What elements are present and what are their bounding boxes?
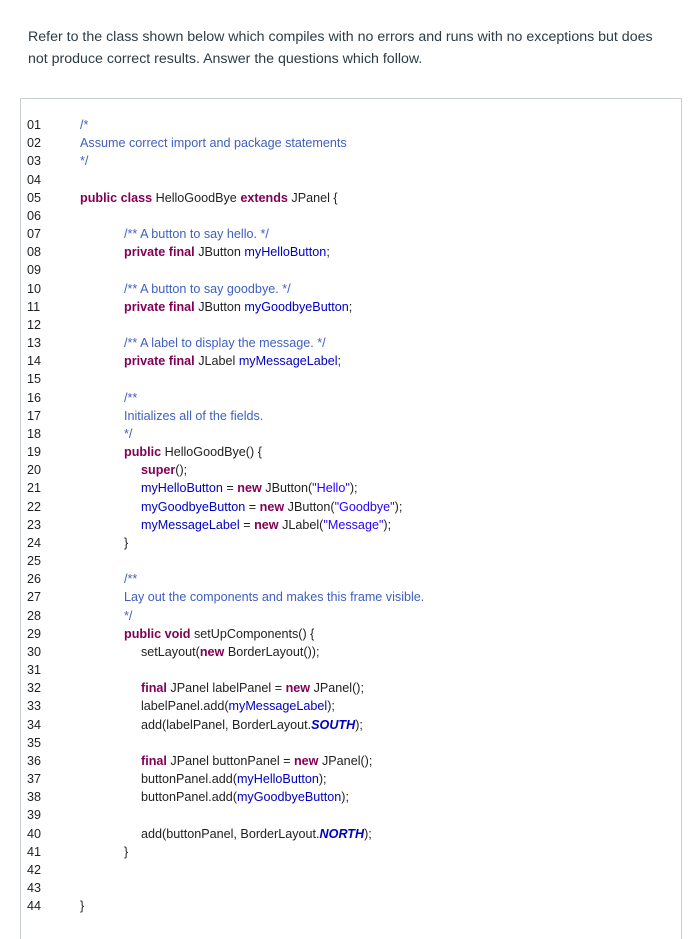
code-line xyxy=(21,479,681,497)
line-number: 37 xyxy=(27,772,42,787)
code-token: } xyxy=(124,535,129,550)
code-line xyxy=(21,661,681,679)
line-number: 26 xyxy=(27,572,42,587)
code-text xyxy=(124,280,291,298)
line-number: 10 xyxy=(27,281,42,296)
line-number: 07 xyxy=(27,227,42,242)
line-number: 38 xyxy=(27,790,42,805)
code-line xyxy=(21,643,681,661)
line-number: 22 xyxy=(27,499,42,514)
code-line xyxy=(21,879,681,897)
code-token: myMessageLabel xyxy=(238,354,338,369)
code-line xyxy=(21,516,681,534)
code-text xyxy=(80,116,88,134)
code-token: private final xyxy=(124,245,199,260)
code-text xyxy=(124,443,262,461)
code-text xyxy=(141,752,372,770)
code-line xyxy=(21,861,681,879)
line-number: 06 xyxy=(27,208,42,223)
code-token: myGoodbyeButton xyxy=(236,790,342,805)
code-token: new xyxy=(293,753,322,768)
code-token: JPanel(); xyxy=(321,753,373,768)
code-text xyxy=(141,716,363,734)
code-text xyxy=(124,389,137,407)
code-text xyxy=(124,352,341,370)
code-token: final xyxy=(141,681,171,696)
code-token: ); xyxy=(364,826,372,841)
line-number: 44 xyxy=(27,899,42,914)
code-line xyxy=(21,425,681,443)
code-token: "Message" xyxy=(323,517,384,532)
code-line xyxy=(21,225,681,243)
code-token: } xyxy=(80,899,85,914)
line-number: 21 xyxy=(27,481,42,496)
line-number: 03 xyxy=(27,154,42,169)
code-line xyxy=(21,570,681,588)
code-line xyxy=(21,843,681,861)
code-text xyxy=(141,770,327,788)
code-text xyxy=(124,534,128,552)
line-number: 15 xyxy=(27,372,42,387)
code-text xyxy=(124,225,269,243)
code-line xyxy=(21,588,681,606)
line-number: 34 xyxy=(27,717,42,732)
code-text xyxy=(141,461,187,479)
code-line xyxy=(21,534,681,552)
code-text xyxy=(80,897,84,915)
code-token: "Goodbye" xyxy=(334,499,395,514)
line-number: 23 xyxy=(27,517,42,532)
code-text xyxy=(124,334,326,352)
code-text xyxy=(124,843,128,861)
code-token: = xyxy=(245,499,260,514)
code-token: ); xyxy=(327,699,335,714)
code-token: myHelloButton xyxy=(244,245,327,260)
code-token: add(buttonPanel, BorderLayout. xyxy=(141,826,320,841)
code-token: NORTH xyxy=(319,826,365,841)
code-line xyxy=(21,443,681,461)
code-token: = xyxy=(239,517,255,532)
code-token: myGoodbyeButton xyxy=(244,299,349,314)
code-token: ); xyxy=(341,790,349,805)
line-number: 02 xyxy=(27,136,42,151)
line-number: 39 xyxy=(27,808,42,823)
code-text xyxy=(141,697,335,715)
line-number: 25 xyxy=(27,554,42,569)
code-token: JPanel { xyxy=(291,190,338,205)
code-token: ; xyxy=(348,299,353,314)
code-token: ); xyxy=(355,717,363,732)
line-number: 30 xyxy=(27,644,42,659)
code-token: JLabel( xyxy=(282,517,324,532)
code-token: buttonPanel.add( xyxy=(141,772,237,787)
code-token: add(labelPanel, BorderLayout. xyxy=(141,717,312,732)
code-token: new xyxy=(237,481,266,496)
code-token: public xyxy=(124,445,165,460)
code-token: new xyxy=(254,517,283,532)
code-text xyxy=(124,407,263,425)
line-number: 05 xyxy=(27,190,42,205)
code-line xyxy=(21,752,681,770)
code-line xyxy=(21,298,681,316)
code-text xyxy=(124,570,137,588)
code-line xyxy=(21,897,681,915)
code-text xyxy=(141,825,372,843)
code-token: ); xyxy=(349,481,358,496)
line-number: 27 xyxy=(27,590,42,605)
code-line xyxy=(21,498,681,516)
line-number: 01 xyxy=(27,118,42,132)
line-number: 09 xyxy=(27,263,42,278)
line-number: 40 xyxy=(27,826,42,841)
code-line xyxy=(21,243,681,261)
code-line xyxy=(21,607,681,625)
code-token: HelloGoodBye() { xyxy=(164,445,262,460)
code-token: /** A button to say hello. */ xyxy=(124,227,269,242)
line-number: 33 xyxy=(27,699,42,714)
code-line xyxy=(21,697,681,715)
code-line xyxy=(21,806,681,824)
line-number: 31 xyxy=(27,663,42,678)
code-token: Assume correct import and package statements xyxy=(80,136,347,151)
line-number: 29 xyxy=(27,626,42,641)
code-line xyxy=(21,461,681,479)
line-number: 20 xyxy=(27,463,42,478)
line-number: 12 xyxy=(27,317,42,332)
code-line xyxy=(21,189,681,207)
code-token: public class xyxy=(80,190,156,205)
code-line xyxy=(21,207,681,225)
line-number: 19 xyxy=(27,445,42,460)
code-line xyxy=(21,788,681,806)
code-token: JButton xyxy=(198,245,245,260)
line-number: 36 xyxy=(27,753,42,768)
code-token: JPanel labelPanel = xyxy=(170,681,286,696)
code-token: JButton xyxy=(198,299,245,314)
line-number: 04 xyxy=(27,172,42,187)
code-token: ); xyxy=(383,517,392,532)
code-token: public void xyxy=(124,626,194,641)
code-text xyxy=(141,643,320,661)
question-intro: Refer to the class shown below which compiles with no errors and runs with no exceptions but does not produce correct results. Answer the questions which follow. xyxy=(28,29,653,67)
line-number: 08 xyxy=(27,245,42,260)
code-line xyxy=(21,716,681,734)
code-line xyxy=(21,389,681,407)
code-token: JPanel buttonPanel = xyxy=(170,753,294,768)
code-text xyxy=(141,788,349,806)
code-line xyxy=(21,370,681,388)
code-line xyxy=(21,334,681,352)
code-token: /** A button to say goodbye. */ xyxy=(124,281,291,296)
code-token: setUpComponents() { xyxy=(193,626,315,641)
code-token: JButton( xyxy=(287,499,335,514)
line-number: 32 xyxy=(27,681,42,696)
code-token: new xyxy=(199,644,228,659)
line-number: 11 xyxy=(27,299,41,314)
code-token: ; xyxy=(337,354,342,369)
line-number: 13 xyxy=(27,336,42,351)
line-number: 16 xyxy=(27,390,42,405)
code-line xyxy=(21,679,681,697)
code-token: /** xyxy=(124,572,138,587)
line-number: 35 xyxy=(27,735,42,750)
code-token: myHelloButton xyxy=(236,772,319,787)
code-text xyxy=(141,479,358,497)
line-number: 28 xyxy=(27,608,42,623)
code-text xyxy=(80,152,88,170)
line-number: 42 xyxy=(27,862,42,877)
code-text xyxy=(124,298,352,316)
code-line xyxy=(21,352,681,370)
code-token: ; xyxy=(326,245,330,260)
line-number: 17 xyxy=(27,408,42,423)
code-token: private final xyxy=(124,354,199,369)
line-number: 24 xyxy=(27,535,42,550)
code-token: Initializes all of the fields. xyxy=(124,408,264,423)
code-token: */ xyxy=(124,608,133,623)
code-token: SOUTH xyxy=(311,717,356,732)
code-token: Lay out the components and makes this frame visible. xyxy=(124,590,425,605)
code-token: myHelloButton xyxy=(141,481,223,496)
code-text xyxy=(80,134,347,152)
code-line xyxy=(21,407,681,425)
code-token: } xyxy=(124,844,129,859)
code-token: JPanel(); xyxy=(313,681,364,696)
code-line xyxy=(21,116,681,134)
code-text xyxy=(141,679,364,697)
code-token: ); xyxy=(394,499,403,514)
code-token: /** xyxy=(124,390,138,405)
code-token: "Hello" xyxy=(312,481,350,496)
code-line xyxy=(21,734,681,752)
code-token: HelloGoodBye xyxy=(155,190,241,205)
line-number: 18 xyxy=(27,426,42,441)
code-token: JButton( xyxy=(265,481,313,496)
line-number: 14 xyxy=(27,354,42,369)
code-token: ); xyxy=(318,772,327,787)
code-line xyxy=(21,625,681,643)
code-token: JLabel xyxy=(198,354,239,369)
code-token: BorderLayout()); xyxy=(227,644,320,659)
code-line xyxy=(21,171,681,189)
code-token: super xyxy=(141,463,176,478)
code-token: extends xyxy=(240,190,292,205)
code-text xyxy=(124,425,132,443)
code-line xyxy=(21,316,681,334)
code-line xyxy=(21,770,681,788)
code-token: final xyxy=(141,753,171,768)
code-token: */ xyxy=(124,426,133,441)
code-token: /** A label to display the message. */ xyxy=(124,336,326,351)
line-number: 43 xyxy=(27,881,42,896)
code-token: setLayout( xyxy=(141,644,200,659)
code-token: */ xyxy=(80,154,89,169)
code-token: buttonPanel.add( xyxy=(141,790,237,805)
code-text xyxy=(124,243,330,261)
code-token: /* xyxy=(80,118,89,132)
code-token: myMessageLabel xyxy=(228,699,328,714)
code-token: new xyxy=(285,681,314,696)
code-line xyxy=(21,280,681,298)
code-line xyxy=(21,825,681,843)
code-token: myMessageLabel xyxy=(141,517,240,532)
code-text xyxy=(141,498,402,516)
code-text xyxy=(124,588,424,606)
code-token: labelPanel.add( xyxy=(141,699,229,714)
code-token: = xyxy=(222,481,238,496)
code-line xyxy=(21,261,681,279)
code-text xyxy=(124,625,314,643)
code-line xyxy=(21,552,681,570)
code-token: myGoodbyeButton xyxy=(141,499,246,514)
code-token: private final xyxy=(124,299,199,314)
code-text xyxy=(80,189,338,207)
code-listing xyxy=(20,98,682,939)
code-line xyxy=(21,152,681,170)
code-token: new xyxy=(259,499,288,514)
code-text xyxy=(141,516,391,534)
code-text xyxy=(124,607,132,625)
code-line xyxy=(21,134,681,152)
code-token: (); xyxy=(175,463,188,478)
line-number: 41 xyxy=(27,844,42,859)
